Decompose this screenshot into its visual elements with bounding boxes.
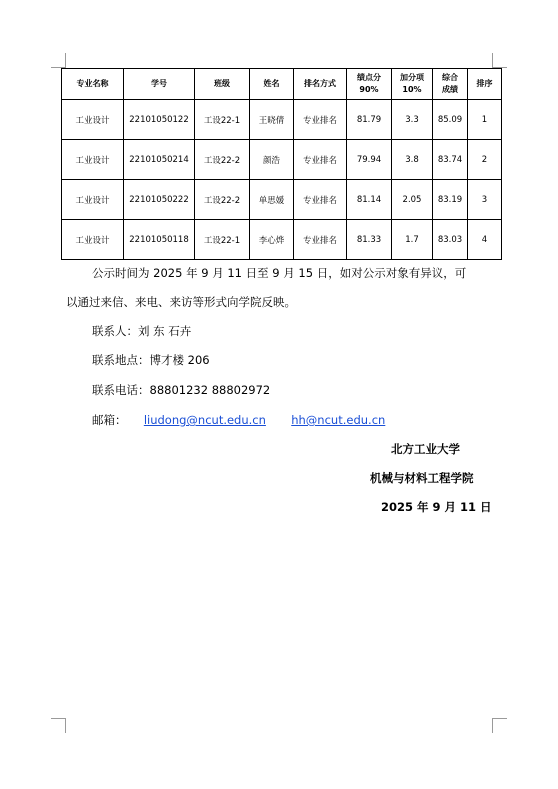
header-rank: 排序 (468, 69, 502, 100)
cell-student-id: 22101050122 (124, 100, 195, 140)
cell-class: 工设22-2 (195, 140, 250, 180)
cell-name: 颜浩 (250, 140, 294, 180)
cell-rank: 3 (468, 180, 502, 220)
table-row (62, 100, 502, 140)
cell-gpa-score: 79.94 (347, 140, 392, 180)
contact-phone: 联系电话：88801232 88802972 (92, 383, 271, 397)
email-label: 邮箱： (92, 413, 127, 427)
cell-major: 工业设计 (62, 140, 124, 180)
header-bonus: 加分项 10% (392, 69, 433, 100)
cell-bonus: 3.8 (392, 140, 433, 180)
signature-school: 机械与材料工程学院 (370, 471, 474, 485)
cell-rank-method: 专业排名 (294, 180, 347, 220)
header-major: 专业名称 (62, 69, 124, 100)
cell-bonus: 2.05 (392, 180, 433, 220)
header-name: 姓名 (250, 69, 294, 100)
signature-university: 北方工业大学 (391, 442, 460, 456)
cell-rank-method: 专业排名 (294, 140, 347, 180)
cell-name: 单思媛 (250, 180, 294, 220)
table-header-row (62, 69, 502, 100)
header-gpa-score: 绩点分 90% (347, 69, 392, 100)
cell-major: 工业设计 (62, 180, 124, 220)
header-total: 综合 成绩 (433, 69, 468, 100)
ranking-table (61, 68, 502, 260)
cell-bonus: 3.3 (392, 100, 433, 140)
cell-student-id: 22101050222 (124, 180, 195, 220)
cell-total: 83.74 (433, 140, 468, 180)
notice-period-line-1: 公示时间为 2025 年 9 月 11 日至 9 月 15 日，如对公示对象有异议，可 (92, 266, 467, 280)
table-row (62, 220, 502, 260)
cell-major: 工业设计 (62, 100, 124, 140)
signature-date: 2025 年 9 月 11 日 (381, 500, 492, 514)
cell-gpa-score: 81.33 (347, 220, 392, 260)
table-row (62, 140, 502, 180)
cell-class: 工设22-1 (195, 220, 250, 260)
cell-gpa-score: 81.14 (347, 180, 392, 220)
cell-rank-method: 专业排名 (294, 100, 347, 140)
crop-mark-bottom-right (492, 718, 507, 733)
cell-name: 李心烨 (250, 220, 294, 260)
email-link-hh[interactable]: hh@ncut.edu.cn (291, 413, 386, 427)
cell-class: 工设22-2 (195, 180, 250, 220)
cell-bonus: 1.7 (392, 220, 433, 260)
contact-address: 联系地点：博才楼 206 (92, 353, 210, 367)
crop-mark-bottom-left (51, 718, 66, 733)
cell-rank: 2 (468, 140, 502, 180)
table-row (62, 180, 502, 220)
cell-major: 工业设计 (62, 220, 124, 260)
cell-gpa-score: 81.79 (347, 100, 392, 140)
cell-rank: 4 (468, 220, 502, 260)
crop-mark-top-right (492, 53, 507, 68)
email-link-liudong[interactable]: liudong@ncut.edu.cn (143, 413, 266, 427)
cell-total: 83.03 (433, 220, 468, 260)
notice-period-line-2: 以通过来信、来电、来访等形式向学院反映。 (66, 295, 296, 309)
cell-name: 王晓倩 (250, 100, 294, 140)
cell-rank-method: 专业排名 (294, 220, 347, 260)
cell-student-id: 22101050214 (124, 140, 195, 180)
cell-class: 工设22-1 (195, 100, 250, 140)
cell-total: 83.19 (433, 180, 468, 220)
crop-mark-top-left (51, 53, 66, 68)
email-line (92, 412, 385, 428)
header-class: 班级 (195, 69, 250, 100)
cell-rank: 1 (468, 100, 502, 140)
contact-person: 联系人：刘 东 石卉 (92, 324, 192, 338)
header-student-id: 学号 (124, 69, 195, 100)
cell-student-id: 22101050118 (124, 220, 195, 260)
header-rank-method: 排名方式 (294, 69, 347, 100)
cell-total: 85.09 (433, 100, 468, 140)
